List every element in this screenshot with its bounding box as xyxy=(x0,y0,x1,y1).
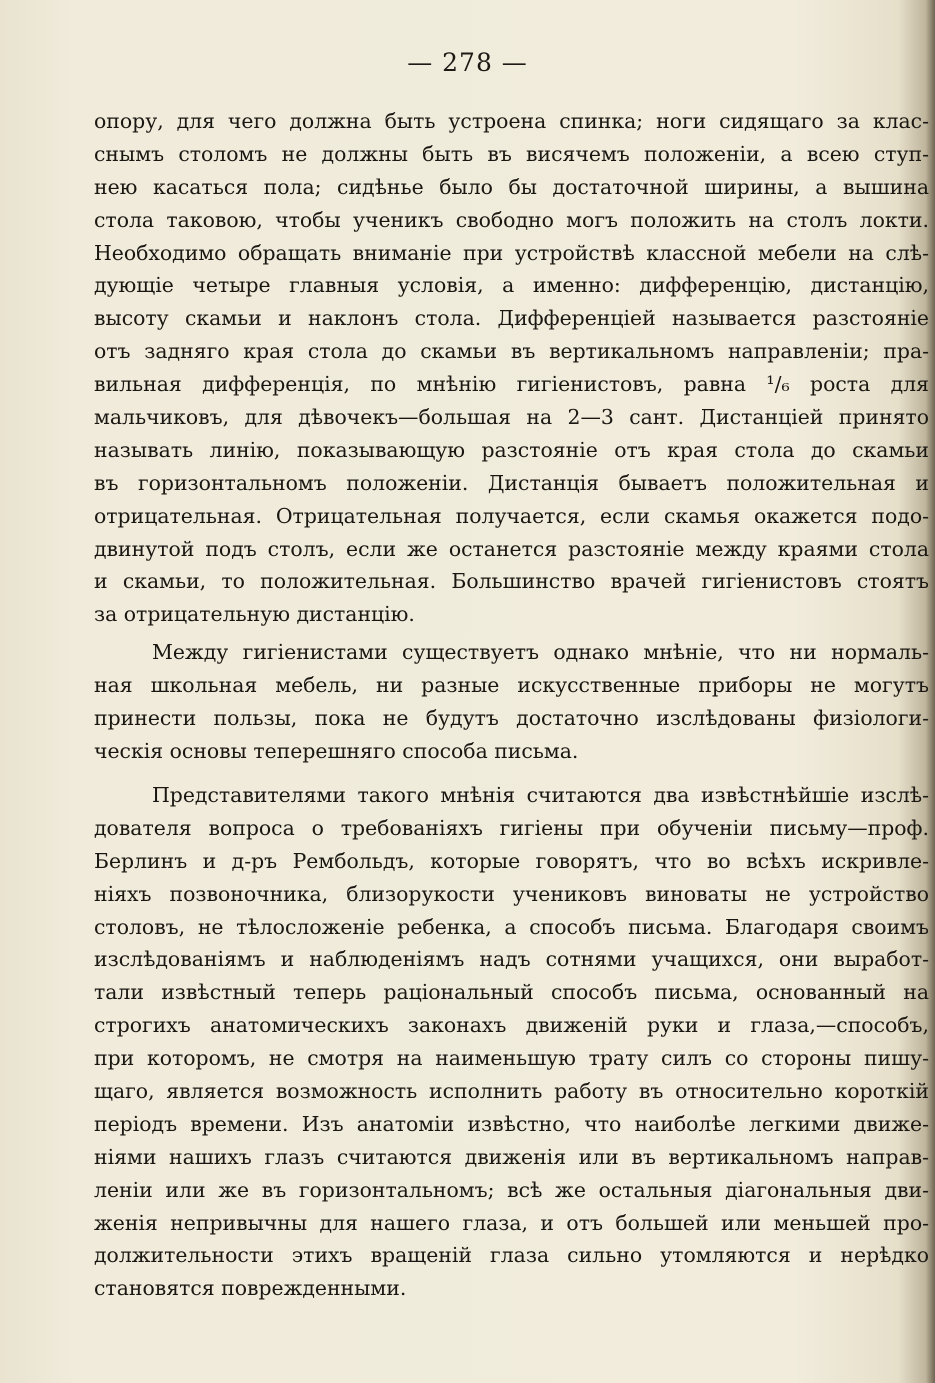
text-line: столовъ, не тѣлосложеніе ребенка, а способъ письма. Благодаря своимъ xyxy=(94,914,929,939)
text-line: Между гигіенистами существуетъ однако мнѣніе, что ни нормаль- xyxy=(152,640,929,664)
text-line: періодъ времени. Изъ анатоміи извѣстно, что наиболѣе легкими движе- xyxy=(94,1111,929,1136)
text-line: двинутой подъ столъ, если же останется разстояніе между краями стола xyxy=(94,536,929,561)
text-line: высоту скамьи и наклонъ стола. Дифференціей называется разстояніе xyxy=(94,306,929,331)
text-line: строгихъ анатомическихъ законахъ движеній руки и глаза,—способъ, xyxy=(94,1013,929,1038)
text-line: и скамьи, то положительная. Большинство врачей гигіенистовъ стоятъ xyxy=(94,569,929,594)
text-line: дующіе четыре главныя условія, а именно: дифференцію, дистанцію, xyxy=(94,273,929,298)
text-line: принести пользы, пока не будутъ достаточно изслѣдованы физіологи- xyxy=(94,705,929,730)
text-line: стола таковою, чтобы ученикъ свободно могъ положить на столъ локти. xyxy=(94,207,929,232)
text-line: ніяхъ позвоночника, близорукости учениковъ виноваты не устройство xyxy=(94,881,929,906)
text-line: Представителями такого мнѣнія считаются два извѣстнѣйшіе изслѣ- xyxy=(152,783,929,807)
text-line: изслѣдованіямъ и наблюденіямъ надъ сотнями учащихся, они выработ- xyxy=(94,947,929,972)
text-line: за отрицательную дистанцію. xyxy=(94,602,415,627)
text-line: при которомъ, не смотря на наименьшую трату силъ со стороны пишу- xyxy=(94,1046,929,1071)
paragraph-2 xyxy=(94,636,929,768)
text-line: мальчиковъ, для дѣвочекъ—большая на 2—3 сант. Дистанціей принято xyxy=(94,405,929,430)
paragraph-3 xyxy=(94,779,929,1305)
text-line: становятся поврежденными. xyxy=(94,1276,407,1301)
text-line: должительности этихъ вращеній глаза сильно утомляются и нерѣдко xyxy=(94,1243,929,1268)
text-line: въ горизонтальномъ положеніи. Дистанція бываетъ положительная и xyxy=(94,470,929,495)
paragraph-1 xyxy=(94,105,929,631)
text-line: Необходимо обращать вниманіе при устройствѣ классной мебели на слѣ- xyxy=(94,240,929,265)
text-line: снымъ столомъ не должны быть въ висячемъ положеніи, а всею ступ- xyxy=(94,141,929,166)
text-line: ческія основы теперешняго способа письма. xyxy=(94,738,579,763)
text-line: отрицательная. Отрицательная получается, если скамья окажется подо- xyxy=(94,503,929,528)
text-line: ніями нашихъ глазъ считаются движенія или въ вертикальномъ направ- xyxy=(94,1144,929,1169)
text-line: леніи или же въ горизонтальномъ; всѣ же остальныя діагональныя дви- xyxy=(94,1177,929,1202)
text-line: дователя вопроса о требованіяхъ гигіены при обученіи письму—проф. xyxy=(94,815,929,840)
text-line: нею касаться пола; сидѣнье было бы достаточной ширины, а вышина xyxy=(94,174,929,199)
text-line: женія непривычны для нашего глаза, и отъ большей или меньшей про- xyxy=(94,1210,929,1235)
text-line: называть линію, показывающую разстояніе отъ края стола до скамьи xyxy=(94,437,929,462)
text-line: Берлинъ и д-ръ Рембольдъ, которые говорятъ, что во всѣхъ искривле- xyxy=(94,848,929,873)
text-line: тали извѣстный теперь раціональный способъ письма, основанный на xyxy=(94,980,929,1005)
page-number: — 278 — xyxy=(407,48,528,77)
text-line: отъ задняго края стола до скамьи въ вертикальномъ направленіи; пра- xyxy=(94,339,929,364)
text-line: вильная дифференція, по мнѣнію гигіенистовъ, равна ¹/₆ роста для xyxy=(94,372,929,397)
text-line: щаго, является возможность исполнить работу въ относительно короткій xyxy=(94,1079,929,1104)
text-line: ная школьная мебель, ни разные искусственные приборы не могутъ xyxy=(94,672,929,697)
text-line: опору, для чего должна быть устроена спинка; ноги сидящаго за клас- xyxy=(94,109,929,133)
